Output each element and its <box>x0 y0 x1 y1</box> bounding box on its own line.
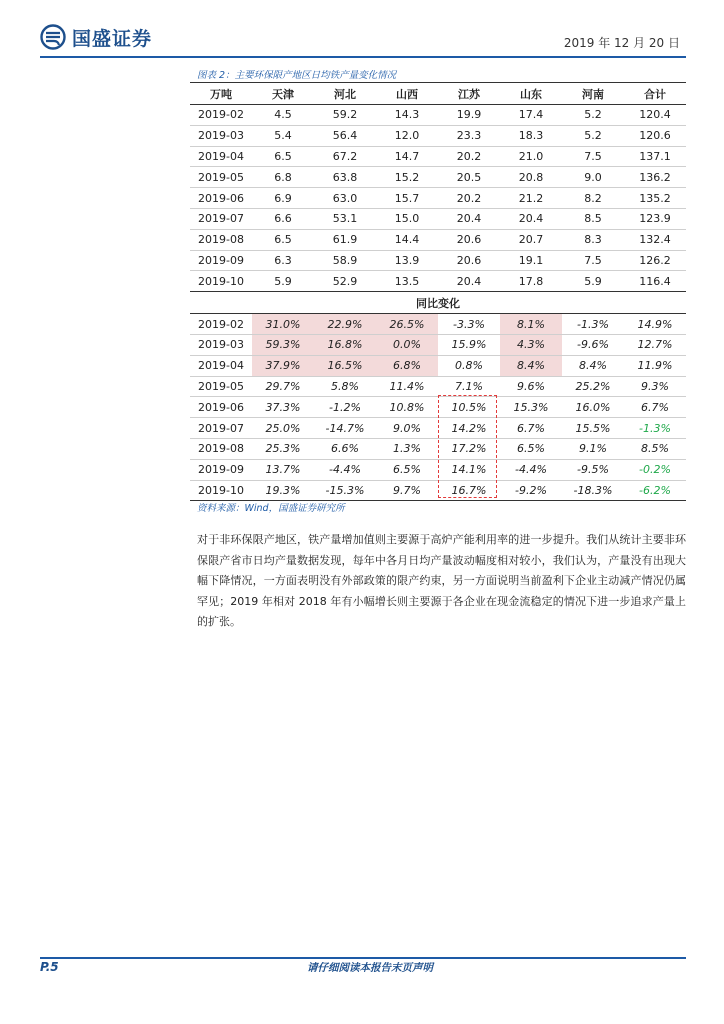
table-cell: 5.2 <box>584 129 602 143</box>
table-row <box>190 146 686 167</box>
column-header: 万吨 <box>210 87 232 101</box>
table-cell: 20.4 <box>518 212 544 226</box>
table-cell: 15.7 <box>394 191 420 205</box>
table-cell: 20.5 <box>456 170 482 184</box>
table-cell: 59.2 <box>332 108 358 122</box>
brand-name: 国盛证券 <box>72 27 153 50</box>
table-cell: 5.9 <box>584 274 602 288</box>
table-cell: 20.2 <box>456 191 482 205</box>
table-cell: 4.5 <box>274 108 292 122</box>
table-cell: 9.1% <box>579 442 607 456</box>
table-cell: 8.5% <box>641 442 669 456</box>
table-cell: 20.6 <box>456 233 482 247</box>
table-cell: 6.5% <box>517 442 545 456</box>
table-cell: 9.7% <box>393 483 421 497</box>
table-cell-highlighted: 37.9% <box>252 355 314 376</box>
yoy-section-heading-row <box>190 292 686 314</box>
table-cell: 63.8 <box>332 170 358 184</box>
table-cell: 6.5% <box>393 463 421 477</box>
table-cell: 15.2 <box>394 170 420 184</box>
table-cell: 6.8 <box>274 170 292 184</box>
table-cell: 20.8 <box>518 170 544 184</box>
table-cell: 61.9 <box>332 233 358 247</box>
table-row <box>190 167 686 188</box>
row-date: 2019-07 <box>198 421 244 435</box>
table-row <box>190 334 686 355</box>
row-date: 2019-09 <box>198 253 244 267</box>
table-cell-highlighted: 6.8% <box>376 355 438 376</box>
page-header <box>40 20 686 54</box>
table-row <box>190 188 686 209</box>
table-cell: 6.3 <box>274 253 292 267</box>
table-cell-highlighted: 8.4% <box>500 355 562 376</box>
row-date: 2019-03 <box>198 129 244 143</box>
table-cell: 52.9 <box>332 274 358 288</box>
table-row <box>190 271 686 292</box>
table-cell: 15.9% <box>451 338 487 352</box>
table-cell: 6.7% <box>641 400 669 414</box>
table-cell: 37.3% <box>265 400 301 414</box>
table-cell: 136.2 <box>639 170 671 184</box>
table-cell: -4.4% <box>329 463 361 477</box>
brand-logo <box>40 22 152 52</box>
table-cell: 29.7% <box>265 379 301 393</box>
table-cell-highlighted: 16.5% <box>314 355 376 376</box>
table-cell: 137.1 <box>639 149 671 163</box>
table-cell: 1.3% <box>393 442 421 456</box>
table-cell: -9.6% <box>577 338 609 352</box>
figure-caption: 图表 2：主要环保限产地区日均铁产量变化情况 <box>197 70 397 81</box>
table-cell: 6.7% <box>517 421 545 435</box>
table-cell: 8.5 <box>584 212 602 226</box>
table-cell-highlighted: 22.9% <box>314 314 376 335</box>
table-cell: 14.7 <box>394 149 420 163</box>
table-cell-highlighted: 16.8% <box>314 334 376 355</box>
column-header: 江苏 <box>458 87 480 101</box>
yoy-section-title: 同比变化 <box>190 292 686 314</box>
column-header: 河北 <box>334 87 356 101</box>
table-cell: 13.5 <box>394 274 420 288</box>
row-date: 2019-08 <box>198 442 244 456</box>
table-cell: 6.9 <box>274 191 292 205</box>
table-cell: 12.0 <box>394 129 420 143</box>
table-cell: 9.0 <box>584 170 602 184</box>
table-cell-highlighted: 4.3% <box>500 334 562 355</box>
table-cell: 14.1% <box>451 463 487 477</box>
table-cell: 8.3 <box>584 233 602 247</box>
table-cell: 6.5 <box>274 149 292 163</box>
table-cell: 13.7% <box>265 463 301 477</box>
table-row <box>190 355 686 376</box>
table-cell-highlighted: 26.5% <box>376 314 438 335</box>
table-cell: 20.4 <box>456 212 482 226</box>
table-cell: 17.2% <box>451 442 487 456</box>
guosheng-logo-icon <box>40 24 66 50</box>
table-row <box>190 208 686 229</box>
table-cell-highlighted: 8.1% <box>500 314 562 335</box>
row-date: 2019-06 <box>198 191 244 205</box>
table-cell-highlighted: 0.0% <box>376 334 438 355</box>
row-date: 2019-02 <box>198 108 244 122</box>
column-header: 山东 <box>520 87 542 101</box>
table-cell: -15.3% <box>325 483 365 497</box>
table-cell: 20.2 <box>456 149 482 163</box>
table-cell: 9.0% <box>393 421 421 435</box>
table-cell: -14.7% <box>325 421 365 435</box>
table-cell: -4.4% <box>515 463 547 477</box>
table-cell: 14.2% <box>451 421 487 435</box>
column-header: 河南 <box>582 87 604 101</box>
row-date: 2019-07 <box>198 212 244 226</box>
row-date: 2019-03 <box>198 338 244 352</box>
row-date: 2019-09 <box>198 463 244 477</box>
table-cell: 21.0 <box>518 149 544 163</box>
table-cell: -18.3% <box>573 483 613 497</box>
table-row <box>190 376 686 397</box>
table-cell: 63.0 <box>332 191 358 205</box>
table-cell: 8.2 <box>584 191 602 205</box>
table-row <box>190 314 686 335</box>
yoy-change-section <box>190 314 686 501</box>
table-cell: 15.5% <box>575 421 611 435</box>
table-cell: 19.3% <box>265 483 301 497</box>
table-cell: 5.9 <box>274 274 292 288</box>
table-row <box>190 418 686 439</box>
column-header: 合计 <box>644 87 666 101</box>
table-cell: 9.3% <box>641 379 669 393</box>
table-cell: 8.4% <box>579 359 607 373</box>
table-cell: 16.7% <box>451 483 487 497</box>
table-cell: 12.7% <box>637 338 673 352</box>
table-cell-negative-total: -1.3% <box>639 421 671 435</box>
table-row <box>190 480 686 501</box>
table-cell: 13.9 <box>394 253 420 267</box>
row-date: 2019-05 <box>198 170 244 184</box>
table-cell: 20.6 <box>456 253 482 267</box>
table-cell: 58.9 <box>332 253 358 267</box>
table-cell: 0.8% <box>455 359 483 373</box>
table-cell: 17.4 <box>518 108 544 122</box>
table-cell: 19.9 <box>456 108 482 122</box>
table-cell: -3.3% <box>453 317 485 331</box>
table-cell-negative-total: -0.2% <box>639 463 671 477</box>
table-cell: 123.9 <box>639 212 671 226</box>
table-cell: 132.4 <box>639 233 671 247</box>
table-cell: 7.5 <box>584 253 602 267</box>
table-cell: 9.6% <box>517 379 545 393</box>
footer-divider <box>40 957 686 959</box>
table-cell: 25.3% <box>265 442 301 456</box>
header-divider <box>40 56 686 58</box>
row-date: 2019-04 <box>198 359 244 373</box>
table-cell: 6.6% <box>331 442 359 456</box>
table-cell: 19.1 <box>518 253 544 267</box>
table-cell: 5.2 <box>584 108 602 122</box>
row-date: 2019-10 <box>198 483 244 497</box>
table-cell: 20.7 <box>518 233 544 247</box>
table-cell: 15.3% <box>513 400 549 414</box>
table-cell: 53.1 <box>332 212 358 226</box>
table-cell: 11.9% <box>637 359 673 373</box>
column-header: 山西 <box>396 87 418 101</box>
table-cell: 120.4 <box>639 108 671 122</box>
table-cell-highlighted: 31.0% <box>252 314 314 335</box>
table-cell: 25.2% <box>575 379 611 393</box>
table-cell: 14.4 <box>394 233 420 247</box>
table-cell: 10.5% <box>451 400 487 414</box>
table-cell: 5.4 <box>274 129 292 143</box>
table-cell: 56.4 <box>332 129 358 143</box>
iron-output-table <box>190 82 686 501</box>
page-number: P.5 <box>40 960 59 974</box>
table-cell: 67.2 <box>332 149 358 163</box>
row-date: 2019-04 <box>198 149 244 163</box>
table-cell: 6.6 <box>274 212 292 226</box>
table-row <box>190 397 686 418</box>
table-cell: 14.9% <box>637 317 673 331</box>
table-header-row <box>190 83 686 105</box>
column-header: 天津 <box>272 87 294 101</box>
table-cell: 10.8% <box>389 400 425 414</box>
table-cell: 6.5 <box>274 233 292 247</box>
table-cell: 126.2 <box>639 253 671 267</box>
table-cell: 25.0% <box>265 421 301 435</box>
row-date: 2019-05 <box>198 379 244 393</box>
row-date: 2019-10 <box>198 274 244 288</box>
table-cell: -1.3% <box>577 317 609 331</box>
table-cell: 5.8% <box>331 379 359 393</box>
table-cell: 7.5 <box>584 149 602 163</box>
table-row <box>190 105 686 126</box>
table-row <box>190 459 686 480</box>
table-cell-negative-total: -6.2% <box>639 483 671 497</box>
table-cell: 116.4 <box>639 274 671 288</box>
row-date: 2019-06 <box>198 400 244 414</box>
table-row <box>190 438 686 459</box>
table-cell: 21.2 <box>518 191 544 205</box>
table-cell: 16.0% <box>575 400 611 414</box>
table-cell-highlighted: 59.3% <box>252 334 314 355</box>
table-cell: 7.1% <box>455 379 483 393</box>
table-cell: 11.4% <box>389 379 425 393</box>
body-paragraph: 对于非环保限产地区，铁产量增加值则主要源于高炉产能利用率的进一步提升。我们从统计主要非环保限产省市日均产量数据发现，每年中各月日均产量波动幅度相对较小，我们认为，产量没有出现大幅下降情况，一方面表明没有外部政策的限产约束，另一方面说明当前盈利下企业主动减产情况仍属罕见；2019 年相对 2018 年有小幅增长则主要源于各企业在现金流稳定的情况下进一步追求产量上的扩张。 <box>197 533 686 628</box>
table-cell: 15.0 <box>394 212 420 226</box>
table-cell: -9.5% <box>577 463 609 477</box>
row-date: 2019-08 <box>198 233 244 247</box>
absolute-output-section <box>190 105 686 292</box>
table-cell: 20.4 <box>456 274 482 288</box>
table-cell: -1.2% <box>329 400 361 414</box>
data-source-note: 资料来源：Wind，国盛证券研究所 <box>197 503 345 514</box>
table-row <box>190 229 686 250</box>
table-cell: 14.3 <box>394 108 420 122</box>
disclaimer-note: 请仔细阅读本报告末页声明 <box>307 962 433 974</box>
row-date: 2019-02 <box>198 317 244 331</box>
table-cell: 18.3 <box>518 129 544 143</box>
table-cell: -9.2% <box>515 483 547 497</box>
table-row <box>190 125 686 146</box>
table-cell: 135.2 <box>639 191 671 205</box>
table-row <box>190 250 686 271</box>
report-date: 2019 年 12 月 20 日 <box>563 36 680 50</box>
table-cell: 17.8 <box>518 274 544 288</box>
table-cell: 23.3 <box>456 129 482 143</box>
table-cell: 120.6 <box>639 129 671 143</box>
